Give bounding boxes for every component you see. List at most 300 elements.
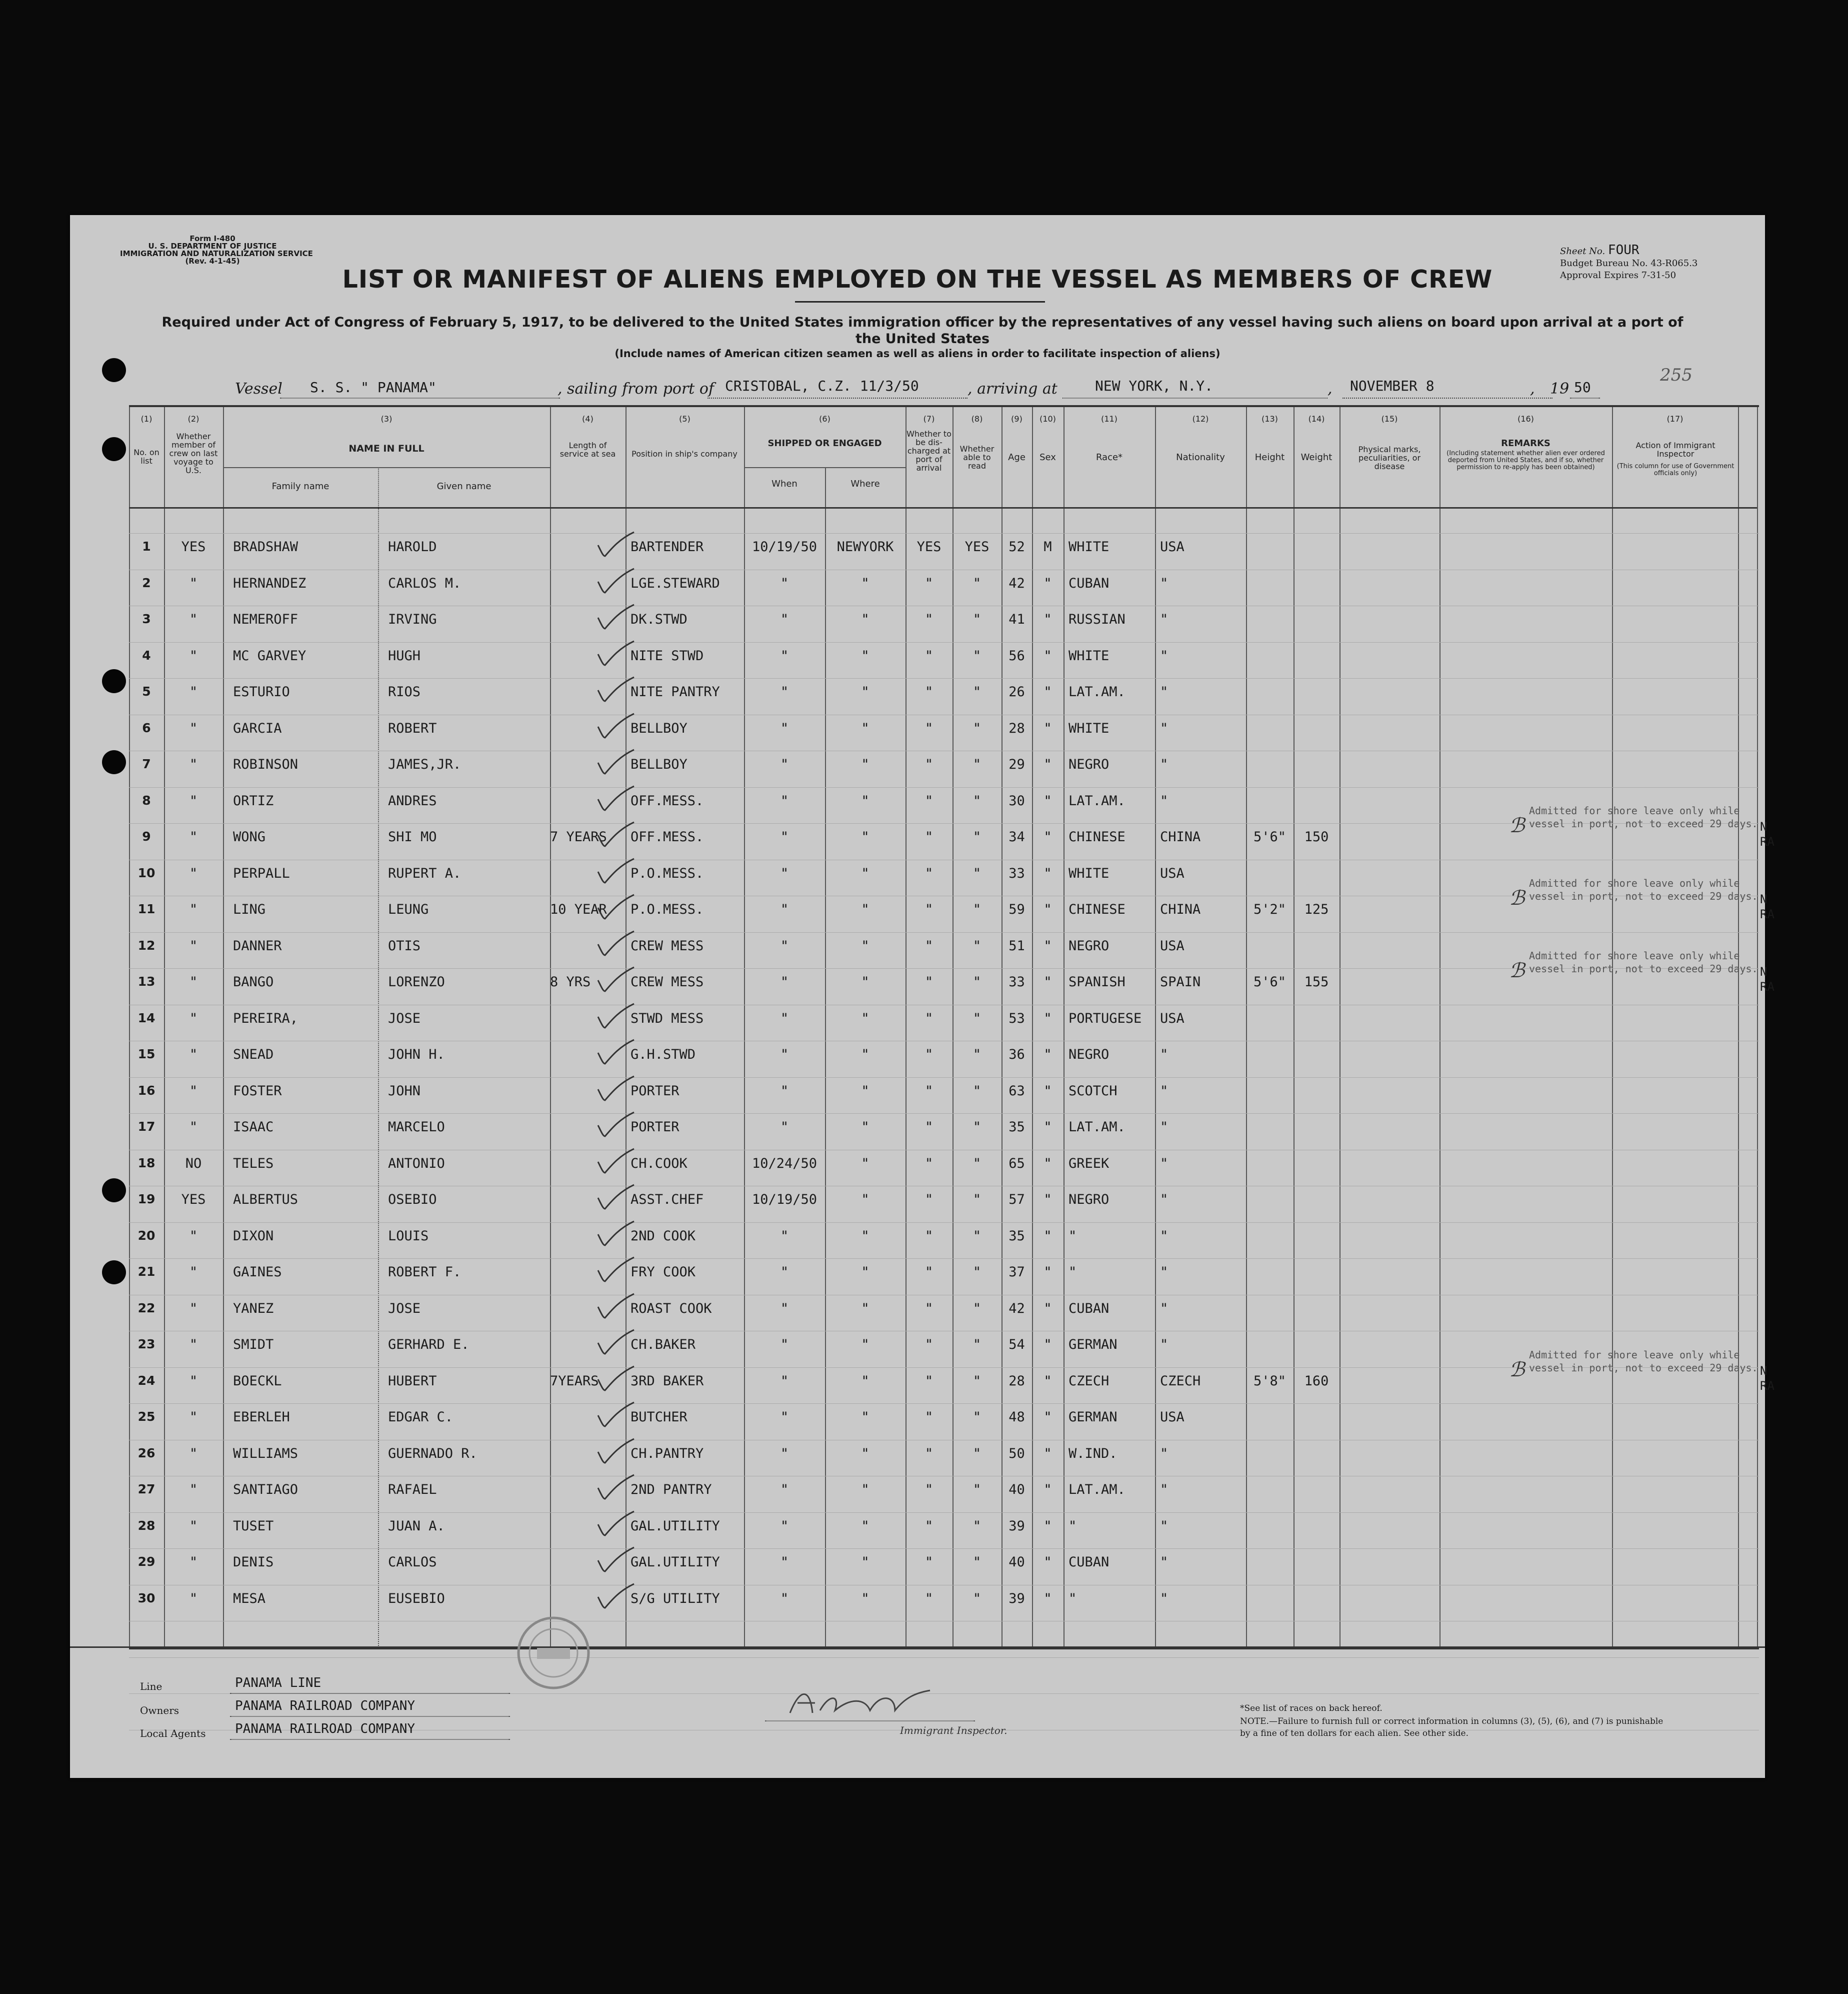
sailing-label: , sailing from port of (558, 380, 714, 398)
cell-position: STWD MESS (630, 1010, 704, 1026)
cell-race: NEGRO (1068, 1047, 1110, 1062)
cell-given: HUGH (388, 648, 421, 664)
cell-discharged: " (924, 1010, 934, 1026)
cell-race: " (1068, 1590, 1077, 1606)
cell-when: " (780, 865, 789, 881)
cell-prev: " (189, 1228, 198, 1244)
cell-given: EUSEBIO (388, 1590, 445, 1606)
cell-family: GAINES (233, 1264, 282, 1280)
ruled-line (129, 678, 1759, 679)
cell-sex: " (1044, 757, 1052, 772)
sailing-port: CRISTOBAL, C.Z. 11/3/50 (725, 378, 919, 394)
cell-race: WHITE (1068, 648, 1110, 664)
official-seal (511, 1610, 596, 1695)
cell-age: 54 (1008, 1337, 1025, 1352)
cell-nationality: " (1160, 1228, 1168, 1244)
cell-where: " (861, 938, 870, 954)
header-name-in-full: NAME IN FULL (348, 443, 424, 454)
cell-sex: " (1044, 1445, 1052, 1461)
col-num-7: (7) (923, 414, 935, 424)
cell-sex: " (1044, 902, 1052, 917)
cell-nationality: " (1160, 1337, 1168, 1352)
cell-where: " (861, 1300, 870, 1316)
cell-given: OSEBIO (388, 1192, 437, 1207)
cell-no: 21 (138, 1264, 156, 1279)
cell-prev: " (189, 1300, 198, 1316)
cell-family: GARCIA (233, 720, 282, 736)
manifest-sheet: Form I-480 U. S. DEPARTMENT OF JUSTICE IMMIGRATION AND NATURALIZATION SERVICE (Rev. 4-1-45) LIST OR MANIFEST OF ALIENS EMPLOYED ON THE VESSEL AS MEMBERS OF CREW Sheet No. FOUR Budget Bureau No. 43-R065.3 Approval Expires 7-31-50 Required under Act of Congress of February 5, 1917, to be delivered to the United States immigration officer by the representatives of any vessel having such aliens on board upon arrival at a port of the United States (Include names of American citizen seamen as well as aliens in order to facilitate inspection of aliens) 255 Vessel S. S. " PANAMA" , sailing from port of CRISTOBAL, C.Z. 11/3/50 , arriving at NEW YORK, N.Y. , NOVEMBER 8 , 19 50 (1) (2) (3) (4) (5) (6) (7) (8) (9) (10) (11) (12) (13) (14) (15) (16) (17) No. on list Whether member of crew on last voyage to U.S. NAME IN FULL Family name Given name Length of service at sea Position in ship's company SHIPPED OR ENGAGED When Where Whether to be dis-charged at port of arrival Whether able to read Age Sex Race* Nationality Height Weight Physical marks, peculiarities, or disease REMARKS (Including statement whether alien ever ordered deported from United States, and if so, whether permission to re-apply has been obtained) Action of Immigrant Inspector (This column for use of Government officials only) 1 YES BRADSHAW HAROLD BARTENDER 10/19/50 NEWYORK YES YES 52 M WHITE USA 2 " HERNANDEZ CARLOS M. LGE.STEWARD " " " " 42 " CUBAN " 3 " NEMEROFF IRVING DK.STWD " " " " 41 " RUSSIAN " 4 " MC GARVEY HUGH NITE STWD " " " " 56 " WHITE " 5 " ESTURIO RIOS NITE PANTRY " " " " 26 " LAT.AM. " 6 " GARCIA ROBERT BELLBOY " " " " 28 " WHITE " 7 " ROBINSON JAMES,JR. BELLBOY " " " " 29 " NEGRO " 8 " ORTIZ ANDRES OFF.MESS. " " " " 30 " LAT.AM. " 9 " WONG SHI MO 7 YEARS OFF.MESS. " " " " 34 " CHINESE CHINA 5'6" 150 10 " PERPALL RUPERT A. P.O.MESS. " " " " 33 " WHITE USA 11 " LING LEUNG 10 YEAR P.O.MESS. " " " " 59 " CHINESE CHINA 5'2" 125 12 " DANNER OTIS CREW MESS " " " " 51 " NEGRO USA 13 " BANGO LORENZO 8 YRS CREW MESS " " " " 33 " SPANISH SPAIN 5'6" 155 14 " PEREIRA, JOSE STWD MESS " " " " 53 " PORTUGESE USA 15 " SNEAD JOHN H. G.H.STWD " " " " 36 " NEGRO " 16 " FOSTER JOHN PORTER " " " " 63 " SCOTCH " 17 " ISAAC MARCELO PORTER " " " " 35 " LAT.AM. " 18 NO TELES ANTONIO CH.COOK 10/24/50 " " " 65 " GREEK " 19 YES ALBERTUS OSEBIO ASST.CHEF 10/19/50 " " " 57 " NEGRO " 20 " DIXON LOUIS 2ND COOK " " " " 35 " " " 21 " GAINES ROBERT F. FRY COOK " " " " 37 " " " 22 " YANEZ JOSE ROAST COOK " " " " 42 " CUBAN " 23 " SMIDT GERHARD E. CH.BAKER " " " " 54 " GERMAN " 24 " BOECKL HUBERT 7YEARS 3RD BAKER " " " " 28 " CZECH CZECH 5'8" 160 25 " EBERLEH EDGAR C. BUTCHER " " " " 48 " GERMAN USA 26 " WILLIAMS GUERNADO R. CH.PANTRY " " " " 50 " W.IND. " 27 " SANTIAGO RAFAEL 2ND PANTRY " " " " 40 " LAT.AM. " 28 " TUSET JUAN A. GAL.UTILITY " " " " 39 " " " 29 " DENIS CARLOS GAL.UTILITY " " " " 40 " CUBAN " 30 " MESA EUSEBIO S/G UTILITY " " " " 39 " " " Admitted for shore leave only while vessel in port, not to exceed 29 days. ℬ N RA Admitted for shore leave only while vessel in port, not to exceed 29 days. ℬ N RA Admitted for shore leave only while vessel in port, not to exceed 29 days. ℬ N RA Admitted for shore leave only while vessel in port, not to exceed 29 days. ℬ N RA Line PANAMA LINE Owners PANAMA RAILROAD COMPANY Local Agents PANAMA RAILROAD COMPANY Immigrant Inspector. *See list of races on back hereof. NOTE.—Failure to furnish full or correct information in columns (3), (5), (6), and (7) is punishable by a fine of ten dollars for each alien. See other side. (70, 215, 1765, 1778)
page-title: LIST OR MANIFEST OF ALIENS EMPLOYED ON THE VESSEL AS MEMBERS OF CREW (342, 265, 1493, 294)
cell-age: 63 (1008, 1083, 1025, 1099)
cell-sex: " (1044, 1155, 1052, 1171)
cell-nationality: USA (1160, 1010, 1184, 1026)
cell-position: 2ND PANTRY (630, 1482, 712, 1497)
cell-weight: 155 (1304, 974, 1329, 990)
cell-age: 35 (1008, 1119, 1025, 1135)
cell-discharged: " (924, 1518, 934, 1534)
cell-sex: " (1044, 1119, 1052, 1135)
header-when: When (772, 479, 798, 489)
cell-prev: " (189, 757, 198, 772)
cell-position: DK.STWD (630, 612, 688, 627)
cell-discharged: " (924, 1083, 934, 1099)
cell-given: CARLOS (388, 1554, 437, 1570)
cell-prev: " (189, 1010, 198, 1026)
cell-family: MESA (233, 1590, 266, 1606)
cell-family: ORTIZ (233, 793, 274, 809)
cell-family: BRADSHAW (233, 539, 298, 555)
cell-no: 10 (138, 865, 156, 880)
cell-race: WHITE (1068, 720, 1110, 736)
cell-family: WONG (233, 829, 266, 845)
cell-family: BANGO (233, 974, 274, 990)
cell-when: " (780, 1554, 789, 1570)
cell-given: RUPERT A. (388, 865, 462, 881)
cell-age: 30 (1008, 793, 1025, 809)
cell-race: CZECH (1068, 1373, 1110, 1389)
cell-prev: " (189, 612, 198, 627)
cell-position: ROAST COOK (630, 1300, 712, 1316)
col-num-3: (3) (380, 414, 392, 424)
cell-given: ANTONIO (388, 1155, 445, 1171)
cell-read: " (972, 1155, 982, 1171)
cell-read: " (972, 938, 982, 954)
cell-family: HERNANDEZ (233, 575, 306, 591)
cell-sex: " (1044, 865, 1052, 881)
budget-bureau: Budget Bureau No. 43-R065.3 (1560, 258, 1698, 269)
cell-discharged: " (924, 575, 934, 591)
cell-sex: " (1044, 974, 1052, 990)
cell-family: DANNER (233, 938, 282, 954)
cell-given: HUBERT (388, 1373, 437, 1389)
cell-when: " (780, 974, 789, 990)
cell-discharged: " (924, 1228, 934, 1244)
cell-read: " (972, 974, 982, 990)
col-num-11: (11) (1101, 414, 1118, 424)
cell-discharged: " (924, 1300, 934, 1316)
cell-prev: " (189, 720, 198, 736)
cell-position: P.O.MESS. (630, 902, 704, 917)
cell-given: SHI MO (388, 829, 437, 845)
cell-race: SCOTCH (1068, 1083, 1118, 1099)
cell-discharged: " (924, 1590, 934, 1606)
cell-where: " (861, 1010, 870, 1026)
cell-no: 19 (138, 1192, 156, 1206)
check-mark-icon (594, 1219, 639, 1249)
check-mark-icon (594, 1292, 639, 1322)
crew-table (129, 405, 1759, 1649)
cell-race: RUSSIAN (1068, 612, 1126, 627)
ruled-line (129, 1222, 1759, 1223)
statute-notice: Required under Act of Congress of February 5, 1917, to be delivered to the United States immigration officer by the representatives of any vessel having such aliens on board upon arrival at a port of the United States (162, 315, 1684, 347)
cell-race: " (1068, 1264, 1077, 1280)
cell-where: " (861, 1228, 870, 1244)
cell-prev: " (189, 974, 198, 990)
header-inspector-note: (This column for use of Government officials only) (1616, 463, 1734, 477)
cell-prev: " (189, 1518, 198, 1534)
cell-age: 28 (1008, 720, 1025, 736)
cell-nationality: " (1160, 720, 1168, 736)
header-given-name: Given name (436, 481, 492, 492)
cell-prev: " (189, 902, 198, 917)
cell-read: " (972, 1554, 982, 1570)
arrival-date: NOVEMBER 8 (1350, 378, 1434, 394)
cell-family: FOSTER (233, 1083, 282, 1099)
cell-race: LAT.AM. (1068, 1119, 1126, 1135)
cell-family: DIXON (233, 1228, 274, 1244)
punch-hole (102, 437, 126, 461)
cell-no: 26 (138, 1445, 156, 1460)
cell-family: TUSET (233, 1518, 274, 1534)
cell-family: NEMEROFF (233, 612, 298, 627)
cell-sex: " (1044, 1047, 1052, 1062)
shore-leave-stamp: Admitted for shore leave only while vessel in port, not to exceed 29 days. (1529, 805, 1758, 830)
cell-read: " (972, 1445, 982, 1461)
shore-leave-stamp: Admitted for shore leave only while vessel in port, not to exceed 29 days. (1529, 877, 1758, 902)
ruled-line (129, 1403, 1759, 1404)
cell-discharged: " (924, 684, 934, 700)
cell-race: CUBAN (1068, 575, 1110, 591)
ruled-line (129, 533, 1759, 534)
vessel-label: Vessel (235, 380, 282, 398)
cell-prev: " (189, 1482, 198, 1497)
cell-age: 42 (1008, 1300, 1025, 1316)
header-discharged: Whether to be dis-charged at port of arrival (906, 429, 952, 473)
cell-position: CH.COOK (630, 1155, 688, 1171)
cell-no: 11 (138, 902, 156, 916)
check-mark-icon (594, 1509, 639, 1539)
header-age: Age (1008, 452, 1026, 463)
cell-read: " (972, 1010, 982, 1026)
cell-read: " (972, 1590, 982, 1606)
cell-nationality: " (1160, 612, 1168, 627)
cell-when: " (780, 720, 789, 736)
cell-read: " (972, 1518, 982, 1534)
cell-position: 2ND COOK (630, 1228, 696, 1244)
cell-where: " (861, 1264, 870, 1280)
ruled-line (129, 1113, 1759, 1114)
col-num-16: (16) (1518, 414, 1534, 424)
cell-position: CH.BAKER (630, 1337, 696, 1352)
cell-position: 3RD BAKER (630, 1373, 704, 1389)
check-mark-icon (594, 965, 639, 995)
cell-no: 6 (142, 720, 151, 735)
cell-sex: " (1044, 1373, 1052, 1389)
cell-family: YANEZ (233, 1300, 274, 1316)
cell-read: " (972, 1337, 982, 1352)
inspector-signature (780, 1683, 940, 1723)
inspector-action: N RA (1760, 1363, 1774, 1393)
inspector-initial-icon: ℬ (1509, 959, 1525, 982)
cell-height: 5'2" (1253, 902, 1286, 917)
cell-given: JOHN H. (388, 1047, 445, 1062)
cell-height: 5'6" (1253, 974, 1286, 990)
check-mark-icon (594, 567, 639, 597)
cell-sex: " (1044, 1228, 1052, 1244)
cell-service: 7YEARS (550, 1373, 599, 1389)
check-mark-icon (594, 712, 639, 742)
cell-where: " (861, 684, 870, 700)
cell-position: BELLBOY (630, 757, 688, 772)
owners-label: Owners (140, 1704, 180, 1716)
punch-hole (102, 358, 126, 382)
punch-hole (102, 750, 126, 774)
cell-race: SPANISH (1068, 974, 1126, 990)
cell-nationality: " (1160, 1119, 1168, 1135)
check-mark-icon (594, 929, 639, 959)
check-mark-icon (594, 675, 639, 705)
cell-race: CHINESE (1068, 902, 1126, 917)
cell-age: 53 (1008, 1010, 1025, 1026)
cell-sex: " (1044, 1300, 1052, 1316)
check-mark-icon (594, 857, 639, 887)
cell-position: OFF.MESS. (630, 793, 704, 809)
cell-discharged: " (924, 1192, 934, 1207)
cell-age: 56 (1008, 648, 1025, 664)
inspector-initial-icon: ℬ (1509, 887, 1525, 910)
cell-nationality: CHINA (1160, 829, 1201, 845)
cell-family: TELES (233, 1155, 274, 1171)
check-mark-icon (594, 1437, 639, 1467)
cell-given: GERHARD E. (388, 1337, 470, 1352)
cell-read: " (972, 902, 982, 917)
check-mark-icon (594, 1255, 639, 1285)
cell-height: 5'8" (1253, 1373, 1286, 1389)
header-physical-marks: Physical marks, peculiarities, or disease (1358, 445, 1421, 471)
cell-where: " (861, 612, 870, 627)
cell-discharged: " (924, 1264, 934, 1280)
cell-prev: " (189, 1119, 198, 1135)
line-value: PANAMA LINE (235, 1675, 322, 1690)
cell-prev: " (189, 1264, 198, 1280)
cell-where: " (861, 720, 870, 736)
col-num-13: (13) (1262, 414, 1278, 424)
cell-sex: " (1044, 1337, 1052, 1352)
cell-race: W.IND. (1068, 1445, 1118, 1461)
cell-age: 65 (1008, 1155, 1025, 1171)
cell-position: ASST.CHEF (630, 1192, 704, 1207)
check-mark-icon (594, 1074, 639, 1104)
header-able-to-read: Whether able to read (960, 444, 994, 471)
cell-no: 14 (138, 1010, 156, 1025)
line-label: Line (140, 1680, 162, 1692)
shore-leave-stamp: Admitted for shore leave only while vessel in port, not to exceed 29 days. (1529, 1348, 1758, 1374)
cell-prev: " (189, 1554, 198, 1570)
cell-age: 41 (1008, 612, 1025, 627)
cell-no: 2 (142, 575, 151, 590)
cell-discharged: " (924, 1482, 934, 1497)
col-num-8: (8) (971, 414, 983, 424)
cell-read: " (972, 1409, 982, 1425)
cell-family: LING (233, 902, 266, 917)
cell-age: 39 (1008, 1518, 1025, 1534)
cell-age: 33 (1008, 974, 1025, 990)
cell-nationality: USA (1160, 938, 1184, 954)
cell-discharged: " (924, 757, 934, 772)
cell-position: G.H.STWD (630, 1047, 696, 1062)
cell-discharged: " (924, 829, 934, 845)
cell-where: " (861, 793, 870, 809)
ruled-line (129, 642, 1759, 643)
cell-nationality: " (1160, 1445, 1168, 1461)
cell-given: JAMES,JR. (388, 757, 462, 772)
cell-where: " (861, 648, 870, 664)
cell-prev: NO (185, 1155, 202, 1171)
sheet-label: Sheet No. (1560, 246, 1606, 257)
cell-service: 8 YRS (550, 974, 591, 990)
cell-read: " (972, 648, 982, 664)
cell-prev: YES (181, 1192, 206, 1207)
cell-position: P.O.MESS. (630, 865, 704, 881)
cell-no: 7 (142, 757, 151, 771)
cell-read: " (972, 1300, 982, 1316)
cell-given: RAFAEL (388, 1482, 437, 1497)
cell-nationality: " (1160, 1518, 1168, 1534)
cell-sex: " (1044, 1010, 1052, 1026)
cell-discharged: " (924, 1337, 934, 1352)
cell-age: 29 (1008, 757, 1025, 772)
cell-no: 20 (138, 1228, 156, 1243)
cell-discharged: " (924, 720, 934, 736)
cell-age: 39 (1008, 1590, 1025, 1606)
cell-race: CUBAN (1068, 1300, 1110, 1316)
ruled-line (129, 1258, 1759, 1259)
cell-prev: " (189, 684, 198, 700)
cell-no: 4 (142, 648, 151, 663)
cell-discharged: " (924, 1554, 934, 1570)
ruled-line (129, 932, 1759, 933)
cell-where: " (861, 865, 870, 881)
cell-nationality: " (1160, 648, 1168, 664)
cell-given: IRVING (388, 612, 437, 627)
cell-discharged: " (924, 1445, 934, 1461)
cell-race: LAT.AM. (1068, 1482, 1126, 1497)
punch-hole (102, 1178, 126, 1202)
cell-nationality: " (1160, 1482, 1168, 1497)
cell-age: 28 (1008, 1373, 1025, 1389)
cell-race: NEGRO (1068, 757, 1110, 772)
header-service-at-sea: Length of service at sea (560, 441, 616, 459)
header-shipped-engaged: SHIPPED OR ENGAGED (768, 438, 882, 449)
cell-prev: " (189, 829, 198, 845)
cell-read: " (972, 1083, 982, 1099)
cell-no: 13 (138, 974, 156, 989)
cell-given: ROBERT (388, 720, 437, 736)
cell-discharged: " (924, 1373, 934, 1389)
cell-where: " (861, 1409, 870, 1425)
cell-family: SMIDT (233, 1337, 274, 1352)
cell-position: CH.PANTRY (630, 1445, 704, 1461)
cell-prev: YES (181, 539, 206, 555)
cell-age: 35 (1008, 1228, 1025, 1244)
cell-where: " (861, 1119, 870, 1135)
cell-no: 12 (138, 938, 156, 953)
include-note: (Include names of American citizen seamen as well as aliens in order to facilitate inspection of aliens) (614, 348, 1220, 360)
cell-weight: 125 (1304, 902, 1329, 917)
cell-sex: " (1044, 575, 1052, 591)
cell-no: 18 (138, 1155, 156, 1170)
col-num-17: (17) (1666, 414, 1684, 424)
sheet-info (1560, 244, 1750, 282)
cell-read: " (972, 829, 982, 845)
cell-where: " (861, 1445, 870, 1461)
col-num-9: (9) (1011, 414, 1022, 424)
cell-nationality: USA (1160, 539, 1184, 555)
cell-position: PORTER (630, 1119, 680, 1135)
cell-read: " (972, 865, 982, 881)
cell-read: " (972, 684, 982, 700)
cell-sex: " (1044, 612, 1052, 627)
cell-no: 28 (138, 1518, 156, 1533)
cell-age: 26 (1008, 684, 1025, 700)
cell-where: " (861, 974, 870, 990)
cell-nationality: " (1160, 684, 1168, 700)
cell-given: LORENZO (388, 974, 445, 990)
cell-position: NITE PANTRY (630, 684, 720, 700)
cell-read: " (972, 1373, 982, 1389)
cell-service: 7 YEARS (550, 829, 607, 845)
cell-position: BUTCHER (630, 1409, 688, 1425)
col-num-10: (10) (1040, 414, 1056, 424)
check-mark-icon (594, 1328, 639, 1358)
check-mark-icon (594, 1545, 639, 1575)
cell-when: " (780, 648, 789, 664)
approval-expiry: Approval Expires 7-31-50 (1560, 270, 1676, 281)
arrival-year: 50 (1574, 379, 1591, 396)
cell-prev: " (189, 1083, 198, 1099)
cell-age: 40 (1008, 1554, 1025, 1570)
cell-age: 57 (1008, 1192, 1025, 1207)
cell-no: 5 (142, 684, 151, 699)
check-mark-icon (594, 748, 639, 778)
header-height: Height (1254, 452, 1285, 463)
cell-when: " (780, 757, 789, 772)
cell-discharged: " (924, 1409, 934, 1425)
cell-prev: " (189, 865, 198, 881)
cell-prev: " (189, 1373, 198, 1389)
cell-sex: " (1044, 829, 1052, 845)
ruled-line (129, 1548, 1759, 1549)
col-num-4: (4) (582, 414, 594, 424)
cell-nationality: " (1160, 1554, 1168, 1570)
cell-race: LAT.AM. (1068, 684, 1126, 700)
cell-no: 22 (138, 1300, 156, 1315)
col-num-6: (6) (819, 414, 830, 424)
cell-family: BOECKL (233, 1373, 282, 1389)
cell-nationality: " (1160, 1155, 1168, 1171)
arrival-port: NEW YORK, N.Y. (1095, 378, 1214, 394)
cell-when: " (780, 1083, 789, 1099)
